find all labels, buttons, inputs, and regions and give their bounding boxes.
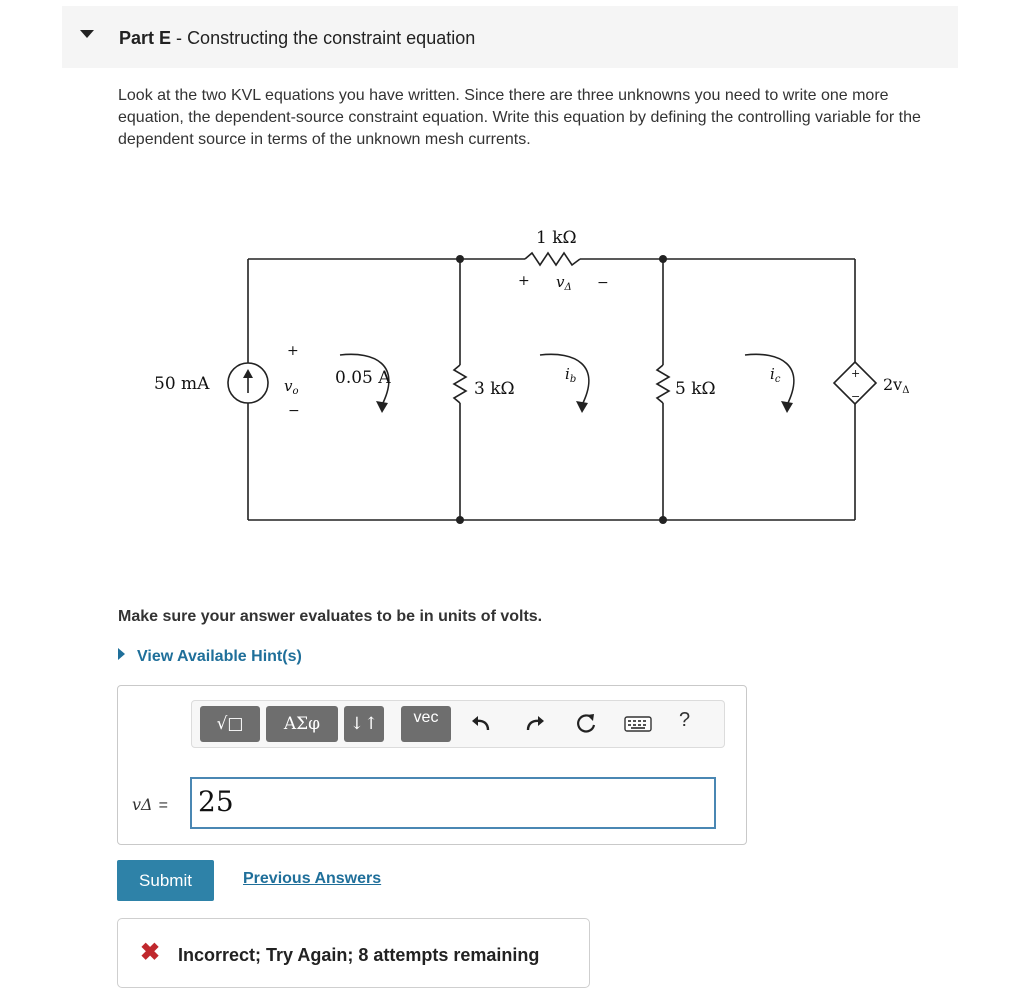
vdelta-label: $v_\Delta$: [556, 273, 572, 293]
feedback-box: [117, 918, 590, 988]
redo-icon[interactable]: [522, 711, 548, 737]
help-button[interactable]: ?: [679, 709, 691, 731]
answer-input[interactable]: 25: [190, 777, 716, 829]
vo-label: $v_o$: [284, 377, 299, 397]
r1-label: 1 kΩ: [536, 228, 577, 248]
part-title: Part E - Constructing the constraint equation: [119, 28, 476, 48]
keyboard-icon[interactable]: [623, 711, 653, 737]
collapse-caret-icon[interactable]: [80, 30, 94, 38]
vo-plus: +: [287, 343, 299, 359]
answer-variable-label: vΔ =: [132, 795, 168, 814]
mesh-a-current-label: 0.05 A: [335, 368, 391, 388]
submit-button[interactable]: Submit: [117, 860, 214, 901]
dep-minus: −: [851, 390, 861, 403]
circuit-diagram: [140, 215, 930, 535]
answer-panel: [117, 685, 747, 845]
vo-minus: −: [288, 403, 300, 419]
previous-answers-link[interactable]: Previous Answers: [243, 870, 382, 887]
expand-triangle-icon: [118, 648, 125, 660]
view-hints-link[interactable]: View Available Hint(s): [118, 648, 302, 666]
dep-source-label: 2vΔ: [883, 375, 910, 396]
ib-label: $i_b$: [565, 365, 577, 385]
vdelta-minus: −: [597, 275, 609, 291]
dep-plus: +: [851, 367, 861, 380]
source-current-label: 50 mA: [154, 374, 210, 394]
greek-symbols-button[interactable]: ΑΣφ: [266, 706, 338, 742]
templates-button[interactable]: √□: [200, 706, 260, 742]
r2-label: 3 kΩ: [474, 379, 515, 399]
subscript-superscript-button[interactable]: ↓↑: [344, 706, 384, 742]
error-x-icon: ✖: [140, 939, 161, 966]
instructions-text: Look at the two KVL equations you have written. Since there are three unknowns you need to write one more equation, the dependent-source constraint equation. Write this equation by defining the controlling variable for the dependent source in terms of the unknown mesh currents.: [118, 87, 921, 148]
vdelta-plus: +: [518, 273, 530, 289]
feedback-message: Incorrect; Try Again; 8 attempts remaining: [178, 945, 540, 965]
units-note: Make sure your answer evaluates to be in units of volts.: [118, 608, 543, 625]
math-toolbar: [191, 700, 725, 748]
reset-icon[interactable]: [573, 711, 599, 737]
r3-label: 5 kΩ: [675, 379, 716, 399]
vector-button[interactable]: vec: [401, 706, 451, 742]
part-header[interactable]: [62, 6, 958, 68]
undo-icon[interactable]: [468, 711, 494, 737]
ic-label: $i_c$: [770, 365, 781, 385]
